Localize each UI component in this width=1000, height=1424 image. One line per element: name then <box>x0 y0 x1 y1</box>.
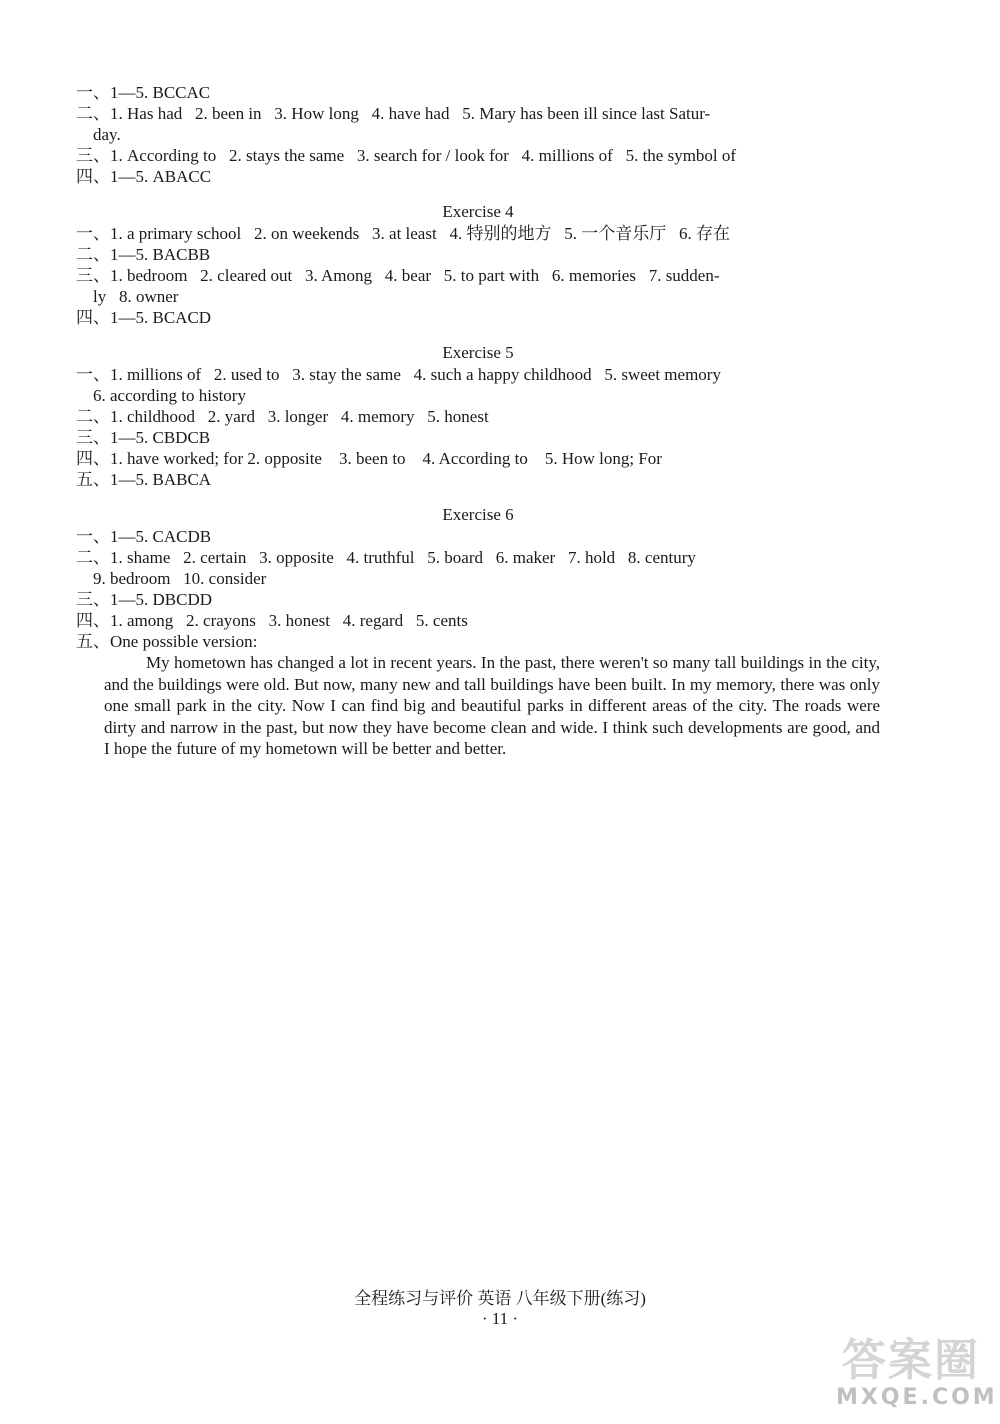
answer-line: 6. according to history <box>76 386 246 405</box>
answer-line: 四、1—5. BCACD <box>76 308 212 327</box>
answer-line: 二、1—5. BACBB <box>76 245 211 264</box>
answer-line: day. <box>76 125 121 144</box>
answer-line: 三、1—5. DBCDD <box>76 590 213 609</box>
top-section <box>76 82 880 187</box>
answer-line: 五、One possible version: <box>76 632 258 651</box>
answer-line: 三、1—5. CBDCB <box>76 428 211 447</box>
answer-line: 一、1. millions of 2. used to 3. stay the same 4. such a happy childhood 5. sweet memory <box>76 365 721 384</box>
answer-page <box>76 82 880 760</box>
answer-line: 三、1. According to 2. stays the same 3. search for / look for 4. millions of 5. the symbol of <box>76 146 737 165</box>
answer-line: 三、1. bedroom 2. cleared out 3. Among 4. bear 5. to part with 6. memories 7. sudden- <box>76 266 720 285</box>
answer-line: 四、1—5. ABACC <box>76 167 212 186</box>
answer-line: ly 8. owner <box>76 287 179 306</box>
watermark-top-text: 答案圈 <box>842 1335 980 1386</box>
exercise-5 <box>76 342 880 490</box>
answer-line: 二、1. childhood 2. yard 3. longer 4. memory 5. honest <box>76 407 489 426</box>
answer-line: 四、1. have worked; for 2. opposite 3. been to 4. According to 5. How long; For <box>76 449 662 468</box>
answer-line: 二、1. shame 2. certain 3. opposite 4. truthful 5. board 6. maker 7. hold 8. century <box>76 548 696 567</box>
answer-line: 9. bedroom 10. consider <box>76 569 267 588</box>
exercise-6-title: Exercise 6 <box>442 505 514 524</box>
answer-line: 一、1—5. BCCAC <box>76 83 211 102</box>
watermark-logo <box>836 1335 998 1414</box>
answer-line: 四、1. among 2. crayons 3. honest 4. regard 5. cents <box>76 611 468 630</box>
sample-essay <box>76 652 880 760</box>
footer-book-title: 全程练习与评价 英语 八年级下册(练习) <box>354 1289 646 1308</box>
essay-paragraph: My hometown has changed a lot in recent years. In the past, there weren't so many tall buildings in the city, and the buildings were old. But now, many new and tall buildings have been built. In my memory, there was only one small park in the city. Now I can find big and beautiful parks in different areas of the city. The roads were dirty and narrow in the past, but now they have become clean and wide. I think such developments are good, and I hope the future of my hometown will be better and better. <box>104 653 880 758</box>
answer-line: 五、1—5. BABCA <box>76 470 212 489</box>
answer-line: 二、1. Has had 2. been in 3. How long 4. have had 5. Mary has been ill since last Satur- <box>76 104 711 123</box>
answer-line: 一、1. a primary school 2. on weekends 3. at least 4. 特别的地方 5. 一个音乐厅 6. 存在 <box>76 224 730 243</box>
exercise-4-title: Exercise 4 <box>442 202 514 221</box>
watermark-url-text: MXQE.COM <box>836 1385 998 1410</box>
exercise-6 <box>76 504 880 760</box>
exercise-5-title: Exercise 5 <box>442 343 514 362</box>
answer-line: 一、1—5. CACDB <box>76 527 212 546</box>
page-number: · 11 · <box>481 1309 519 1328</box>
exercise-4 <box>76 201 880 328</box>
